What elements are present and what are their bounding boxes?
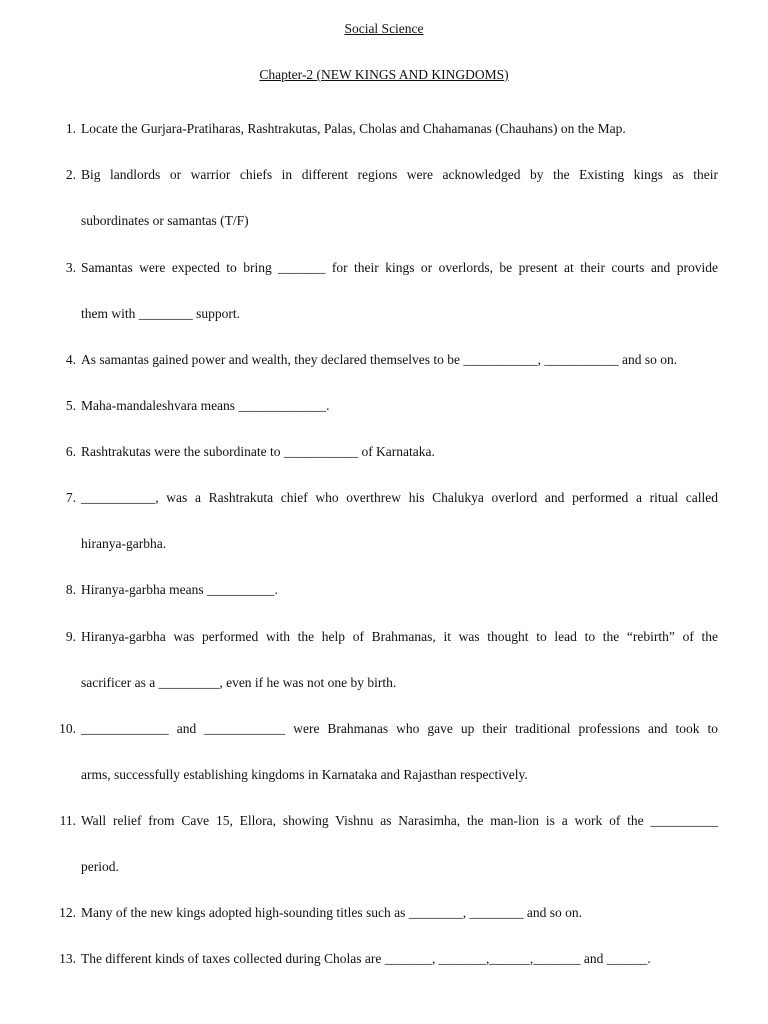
question-text: _____________ and ____________ were Brahmanas who gave up their traditional professions and took to [81,721,718,736]
question-number: 9. [65,629,76,644]
chapter-heading: Chapter-2 (NEW KINGS AND KINGDOMS) [259,67,509,82]
question-text: sacrificer as a _________, even if he was not one by birth. [81,675,397,690]
question-text: Many of the new kings adopted high-sounding titles such as ________, ________ and so on. [81,905,582,920]
question-text: As samantas gained power and wealth, they declared themselves to be ___________, ___________ and so on. [81,352,678,367]
question-text: Hiranya-garbha means __________. [81,582,278,597]
question-number: 2. [65,167,76,182]
question-text: Wall relief from Cave 15, Ellora, showing Vishnu as Narasimha, the man-lion is a work of the __________ [81,813,718,828]
question-text: hiranya-garbha. [81,536,167,551]
question-number: 8. [65,582,76,597]
question-text: Rashtrakutas were the subordinate to ___________ of Karnataka. [81,444,435,459]
question-number: 3. [65,260,76,275]
question-number: 10. [59,721,76,736]
question-number: 12. [59,905,76,920]
question-number: 1. [65,121,76,136]
question-text: Samantas were expected to bring _______ for their kings or overlords, be present at their courts and provide [81,260,718,275]
question-text: Locate the Gurjara-Pratiharas, Rashtrakutas, Palas, Cholas and Chahamanas (Chauhans) on the Map. [81,121,626,136]
question-number: 4. [65,352,76,367]
question-text: Big landlords or warrior chiefs in different regions were acknowledged by the Existing kings as their [81,167,718,182]
question-text: ___________, was a Rashtrakuta chief who overthrew his Chalukya overlord and performed a ritual called [81,490,718,505]
question-text: arms, successfully establishing kingdoms in Karnataka and Rajasthan respectively. [81,767,528,782]
question-text: Hiranya-garbha was performed with the help of Brahmanas, it was thought to lead to the “rebirth” of the [81,629,718,644]
question-text: The different kinds of taxes collected during Cholas are _______, _______,______,_______ and ______. [81,951,651,966]
question-text: period. [81,859,119,874]
question-text: subordinates or samantas (T/F) [81,213,249,228]
question-number: 6. [65,444,76,459]
question-number: 5. [65,398,76,413]
question-number: 11. [59,813,76,828]
question-number: 13. [59,951,76,966]
subject-heading: Social Science [344,21,424,36]
question-number: 7. [65,490,76,505]
question-text: them with ________ support. [81,306,240,321]
question-text: Maha-mandaleshvara means _____________. [81,398,330,413]
